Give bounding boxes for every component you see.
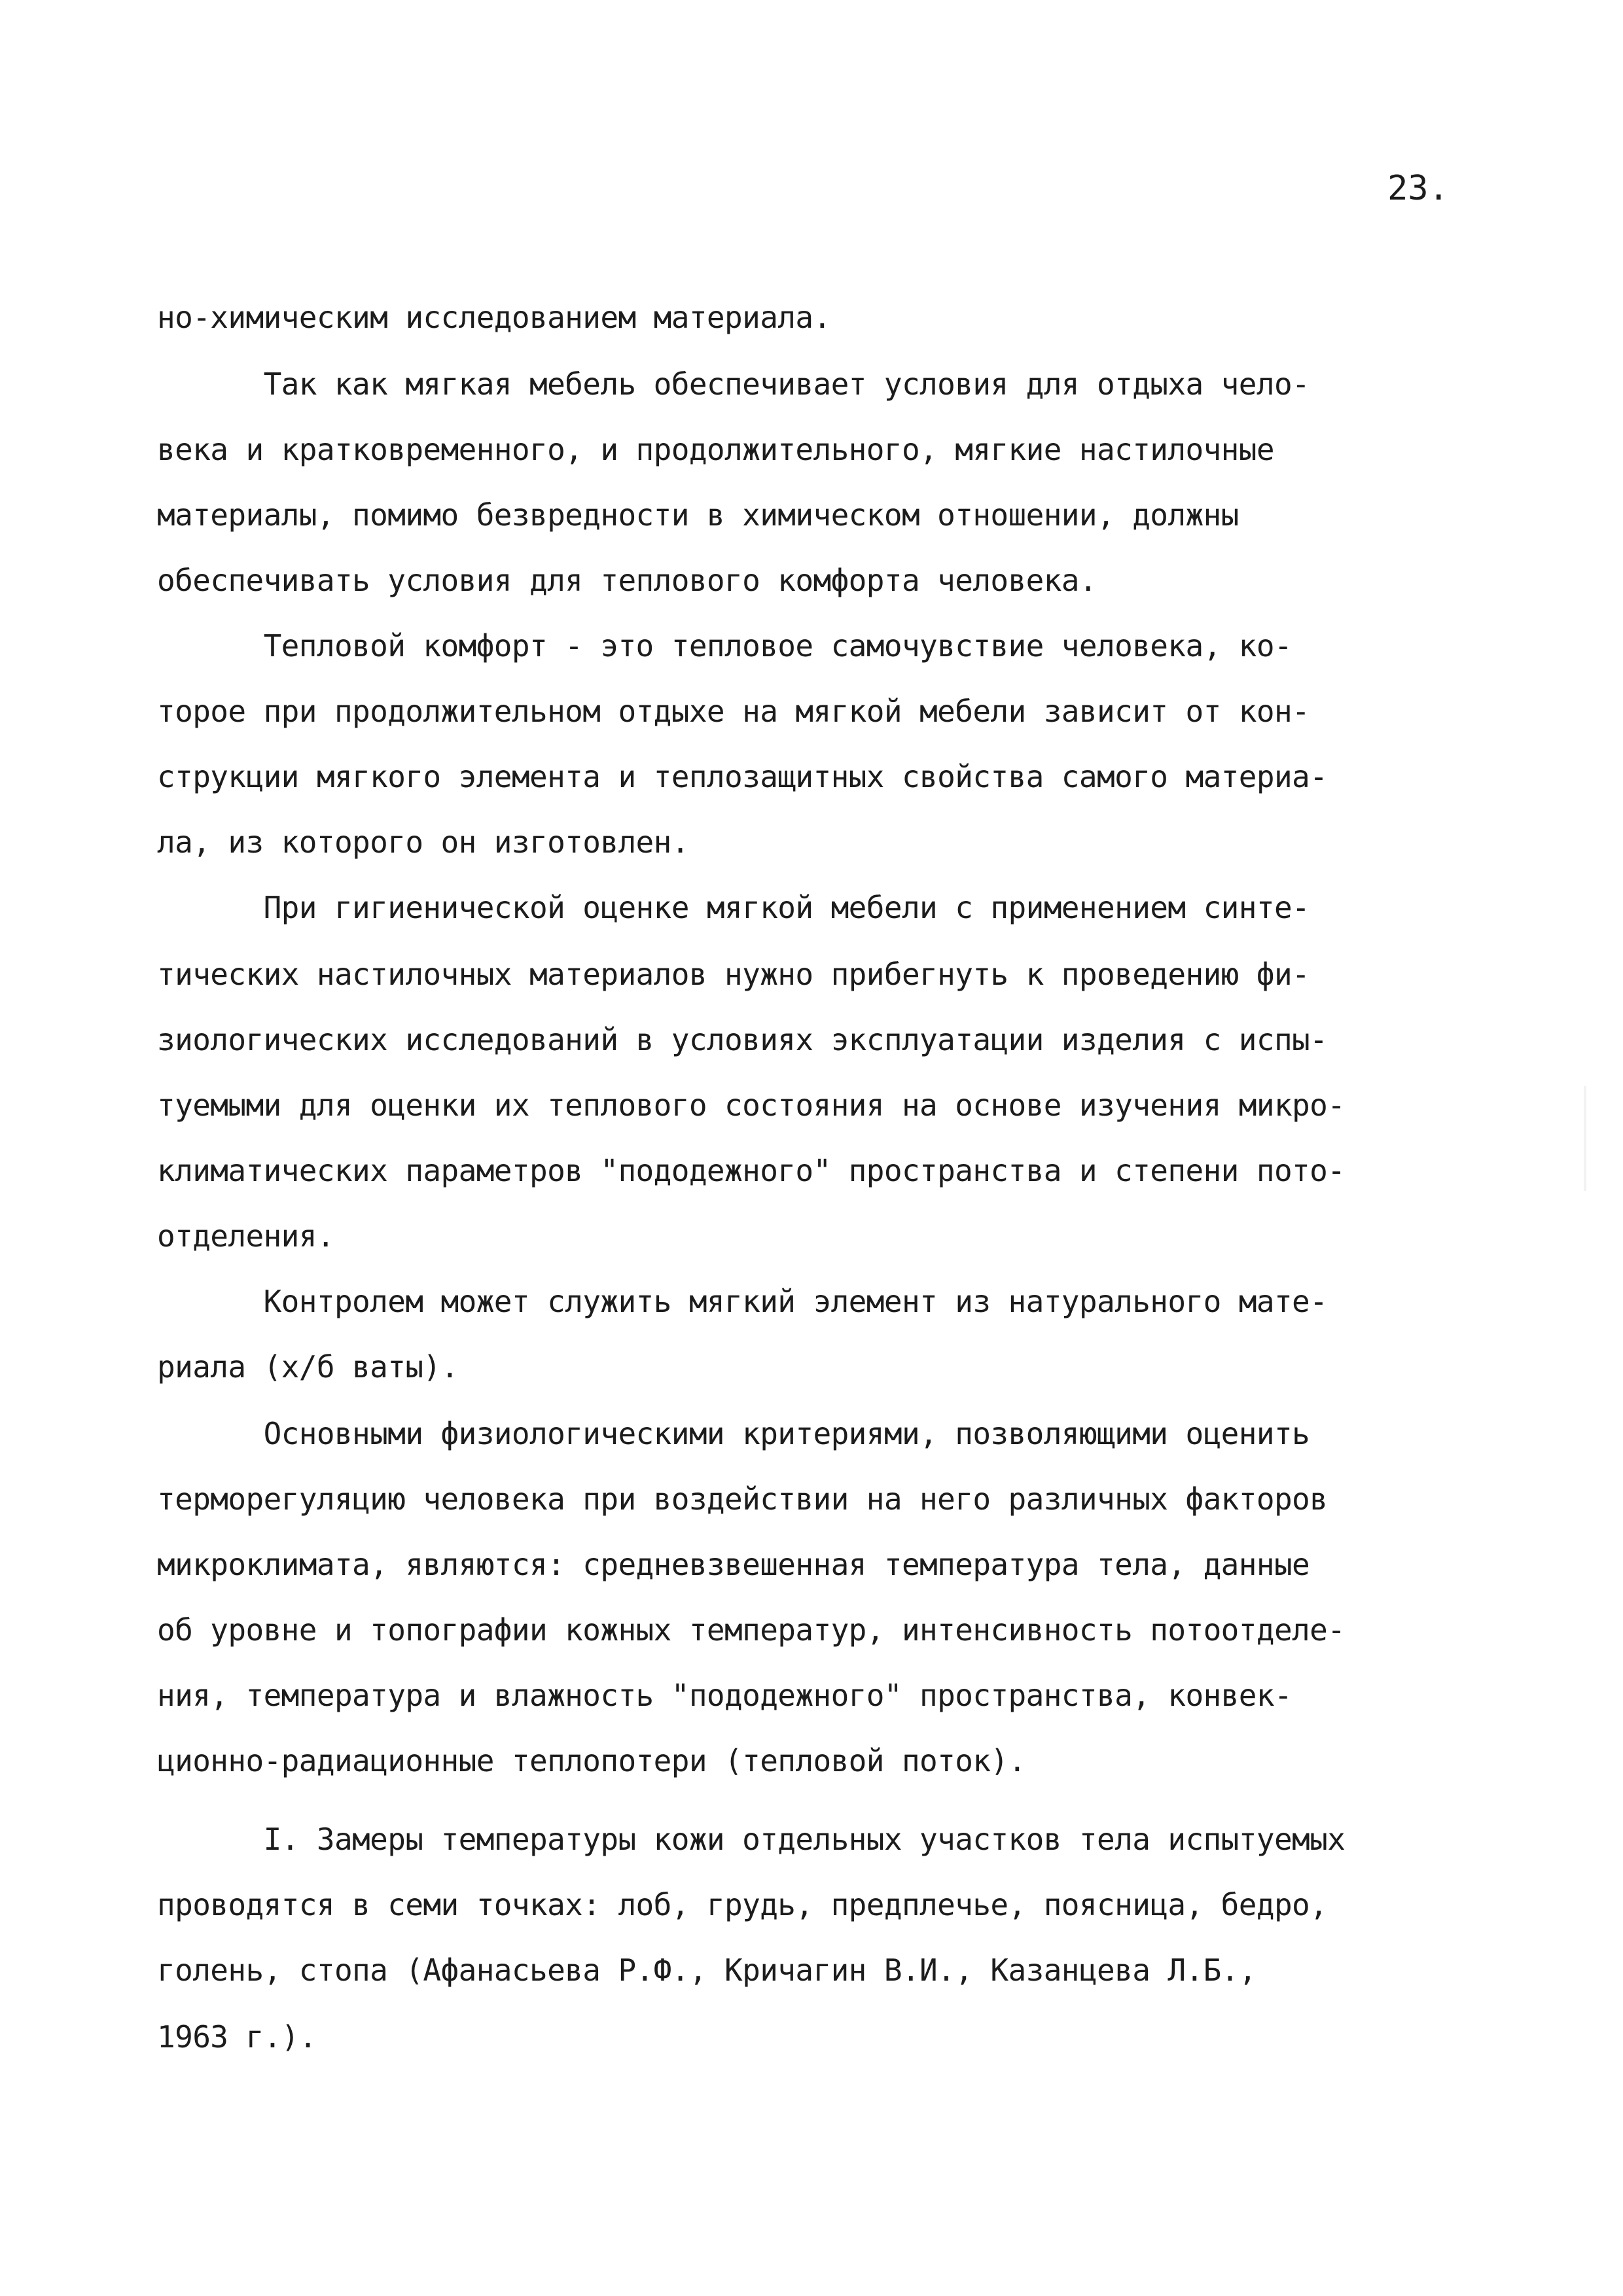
text-line: струкции мягкого элемента и теплозащитных свойства самого материа- (157, 759, 1328, 794)
text-line: тических настилочных материалов нужно прибегнуть к проведению фи- (157, 957, 1310, 992)
text-line: зиологических исследований в условиях эксплуатации изделия с испы- (157, 1022, 1328, 1057)
text-line: материалы, помимо безвредности в химическом отношении, должны (157, 497, 1239, 533)
text-line: обеспечивать условия для теплового комфорта человека. (157, 563, 1097, 598)
text-line: об уровне и топографии кожных температур, интенсивность потоотделе- (157, 1612, 1346, 1648)
page-number: 23. (1387, 169, 1449, 208)
text-line: риала (х/б ваты). (157, 1349, 459, 1385)
scan-edge-mark (1584, 1086, 1586, 1191)
text-line: ла, из которого он изготовлен. (157, 824, 689, 860)
text-line: микроклимата, являются: средневзвешенная температура тела, данные (157, 1547, 1310, 1582)
text-line: туемыми для оценки их теплового состояния на основе изучения микро- (157, 1087, 1346, 1123)
text-line: века и кратковременного, и продолжительного, мягкие настилочные (157, 432, 1274, 467)
text-line: отделения. (157, 1218, 334, 1254)
text-line: При гигиенической оценке мягкой мебели с применением синте- (157, 890, 1310, 925)
text-line: но-химическим исследованием материала. (157, 300, 831, 335)
text-line: ния, температура и влажность "пододежного" пространства, конвек- (157, 1678, 1293, 1713)
text-line: Тепловой комфорт - это тепловое самочувствие человека, ко- (157, 628, 1293, 663)
text-line: торое при продолжительном отдыхе на мягкой мебели зависит от кон- (157, 694, 1310, 729)
text-line: Основными физиологическими критериями, позволяющими оценить (157, 1416, 1310, 1451)
text-line: I. Замеры температуры кожи отдельных участков тела испытуемых (157, 1822, 1346, 1857)
text-line: голень, стопа (Афанасьева Р.Ф., Кричагин В.И., Казанцева Л.Б., (157, 1952, 1257, 1988)
text-line: проводятся в семи точках: лоб, грудь, предплечье, поясница, бедро, (157, 1887, 1328, 1922)
text-line: терморегуляцию человека при воздействии на него различных факторов (157, 1481, 1328, 1517)
text-line: Контролем может служить мягкий элемент из натурального мате- (157, 1284, 1328, 1319)
text-line: 1963 г.). (157, 2019, 317, 2055)
text-line: ционно-радиационные теплопотери (тепловой поток). (157, 1743, 1026, 1778)
text-line: Так как мягкая мебель обеспечивает условия для отдыха чело- (157, 366, 1310, 402)
text-line: климатических параметров "пододежного" пространства и степени пото- (157, 1153, 1346, 1188)
